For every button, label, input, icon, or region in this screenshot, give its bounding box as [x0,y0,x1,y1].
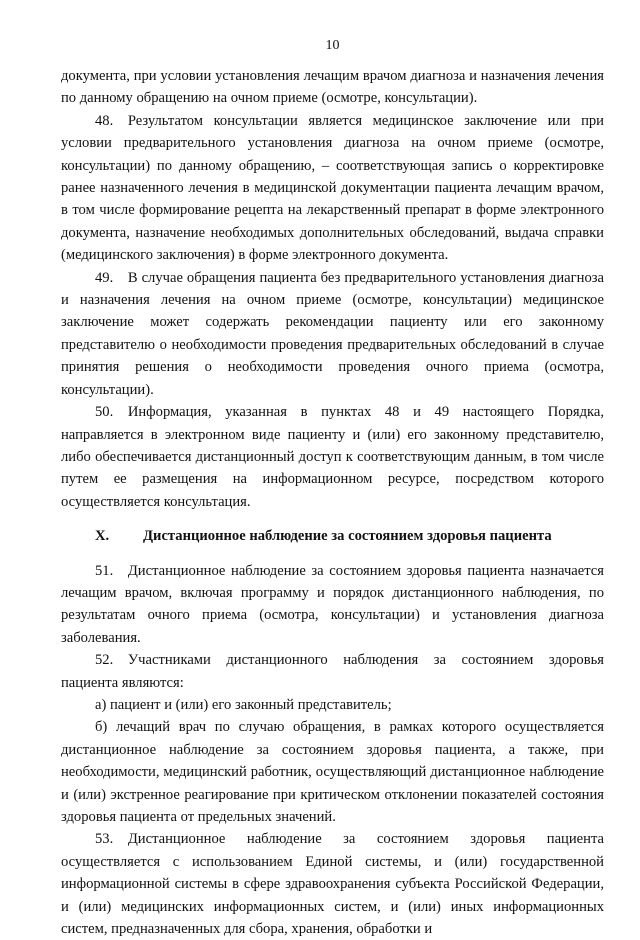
section-number: X. [95,528,110,545]
paragraph-49: 49. В случае обращения пациента без предварительного установления диагноза и назначения лечения на очном приеме (осмотре, консультации) медицинское заключение может содержать рекомендации пациенту или его законному представителю о необходимости проведения предварительных обследований в случае принятия решения о необходимости проведения очного приема (осмотра, консультации). [61,269,604,398]
list-item-a: а) пациент и (или) его законный представитель; [95,696,392,713]
page-number: 10 [325,38,340,53]
paragraph-48: 48. Результатом консультации является медицинское заключение или при условии предварительного установления диагноза на очном приеме (осмотре, консультации) по данному обращению, – соответствующая запись о корректировке ранее назначенного лечения в медицинской документации пациента лечащим врачом, в том числе формирование рецепта на лекарственный препарат в форме электронного документа, назначение необходимых дополнительных обследований, выдача справки (медицинского заключения) в форме электронного документа. [61,112,604,264]
paragraph-53: 53. Дистанционное наблюдение за состоянием здоровья пациента осуществляется с использованием Единой системы, и (или) государственной информационной системы в сфере здравоохранения субъекта Российской Федерации, и (или) медицинских информационных систем, и (или) иных информационных систем, предназначенных для сбора, хранения, обработки и [61,831,604,938]
paragraph-continuation: документа, при условии установления лечащим врачом диагноза и назначения лечения по данному обращению на очном приеме (осмотре, консультации). [61,68,604,107]
list-item-b: б) лечащий врач по случаю обращения, в рамках которого осуществляется дистанционное наблюдение за состоянием здоровья пациента, а также, при необходимости, медицинский работник, осуществляющий дистанционное наблюдение и (или) экстренное реагирование при критическом отклонении показателей состояния здоровья пациента от предельных значений. [61,719,604,825]
section-title: Дистанционное наблюдение за состоянием здоровья пациента [143,528,552,545]
paragraph-50: 50. Информация, указанная в пунктах 48 и 49 настоящего Порядка, направляется в электронном виде пациенту и (или) его законному представителю, либо обеспечивается дистанционный доступ к соответствующим данным, в том числе путем ее размещения на информационном ресурсе, посредством которого осуществляется консультация. [61,404,604,510]
section-heading [61,525,604,547]
paragraph-51: 51. Дистанционное наблюдение за состоянием здоровья пациента назначается лечащим врачом, включая программу и порядок дистанционного наблюдения, по результатам очного приема (осмотра, консультации) и установления диагноза заболевания. [61,562,604,646]
paragraph-52: 52. Участниками дистанционного наблюдения за состоянием здоровья пациента являются: [61,652,604,691]
